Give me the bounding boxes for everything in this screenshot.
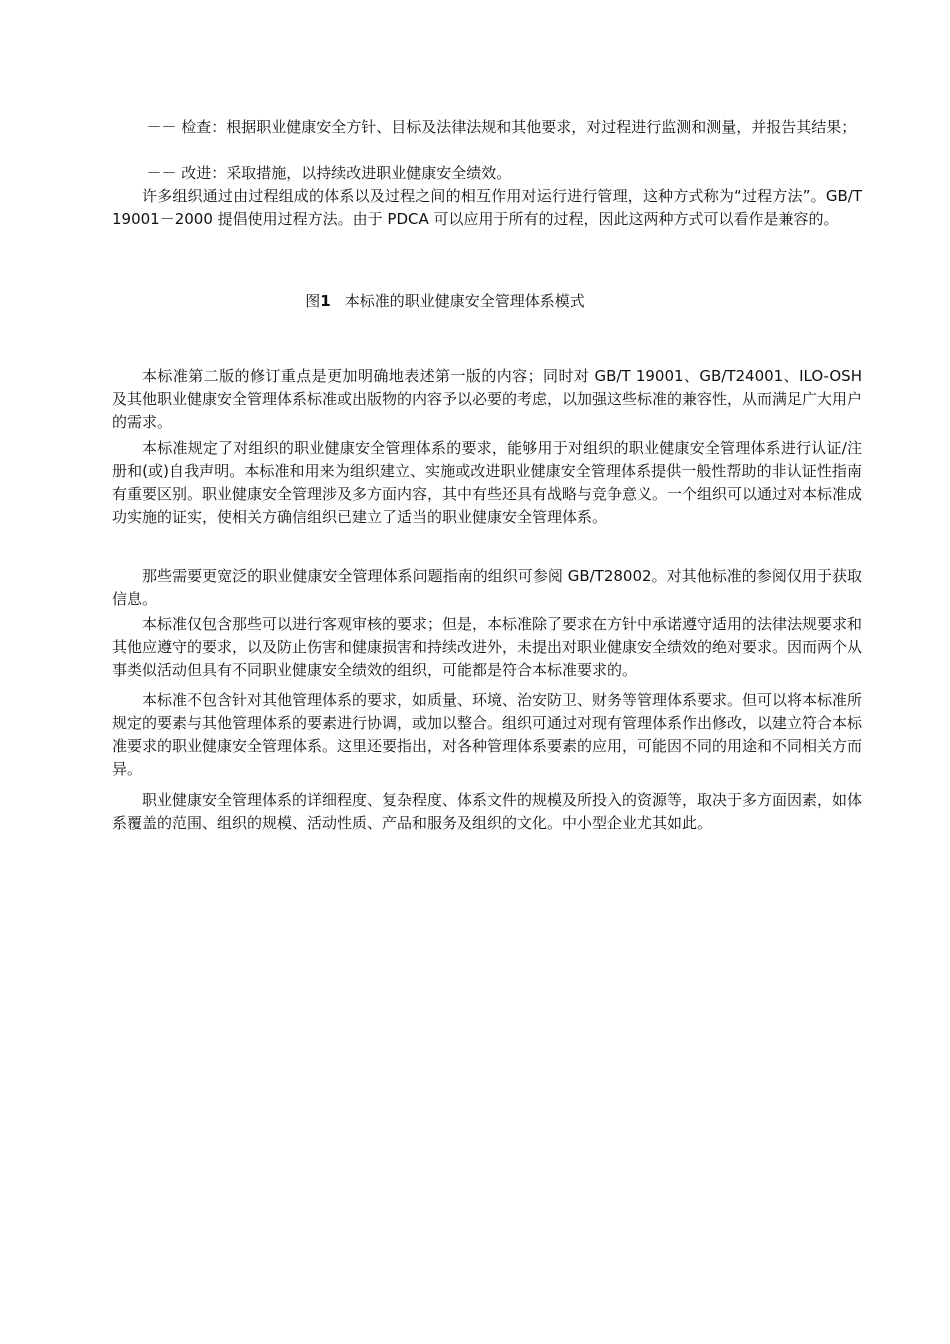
figure-caption <box>0 290 890 312</box>
paragraph-audit: 本标准仅包含那些可以进行客观审核的要求；但是，本标准除了要求在方针中承诺遵守适用的法律法规要求和其他应遵守的要求，以及防止伤害和健康损害和持续改进外，未提出对职业健康安全绩效的绝对要求。因而两个从事类似活动但具有不同职业健康安全绩效的组织，可能都是符合本标准要求的。 <box>112 615 863 679</box>
paragraph-scope: 职业健康安全管理体系的详细程度、复杂程度、体系文件的规模及所投入的资源等，取决于多方面因素，如体系覆盖的范围、组织的规模、活动性质、产品和服务及组织的文化。中小型企业尤其如此。 <box>112 791 863 832</box>
figure-title: 本标准的职业健康安全管理体系模式 <box>344 292 585 310</box>
figure-number: 1 <box>320 292 331 310</box>
list-item-improve: －－ 改进：采取措施，以持续改进职业健康安全绩效。 <box>146 164 512 182</box>
intro-paragraph: 许多组织通过由过程组成的体系以及过程之间的相互作用对运行进行管理，这种方式称为“过程方法”。GB/T 19001－2000 提倡使用过程方法。由于 PDCA 可以应用于所有的过程，因此这两种方式可以看作是兼容的。 <box>112 187 862 228</box>
paragraph-requirements: 本标准规定了对组织的职业健康安全管理体系的要求，能够用于对组织的职业健康安全管理体系进行认证/注册和(或)自我声明。本标准和用来为组织建立、实施或改进职业健康安全管理体系提供一般性帮助的非认证性指南有重要区别。职业健康安全管理涉及多方面内容，其中有些还具有战略与竞争意义。一个组织可以通过对本标准成功实施的证实，使相关方确信组织已建立了适当的职业健康安全管理体系。 <box>112 439 863 526</box>
paragraph-revision: 本标准第二版的修订重点是更加明确地表述第一版的内容；同时对 GB/T 19001、GB/T24001、ILO-OSH 及其他职业健康安全管理体系标准或出版物的内容予以必要的考虑，以加强这些标准的兼容性，从而满足广大用户的需求。 <box>112 367 863 431</box>
list-item-check: －－ 检查：根据职业健康安全方针、目标及法律法规和其他要求，对过程进行监测和测量，并报告其结果； <box>146 118 857 136</box>
paragraph-guidance: 那些需要更宽泛的职业健康安全管理体系问题指南的组织可参阅 GB/T28002。对其他标准的参阅仅用于获取信息。 <box>112 567 862 608</box>
figure-label: 图 <box>305 292 321 310</box>
paragraph-integration: 本标准不包含针对其他管理体系的要求，如质量、环境、治安防卫、财务等管理体系要求。但可以将本标准所规定的要素与其他管理体系的要素进行协调，或加以整合。组织可通过对现有管理体系作出修改，以建立符合本标准要求的职业健康安全管理体系。这里还要指出，对各种管理体系要素的应用，可能因不同的用途和不同相关方而异。 <box>112 691 863 778</box>
